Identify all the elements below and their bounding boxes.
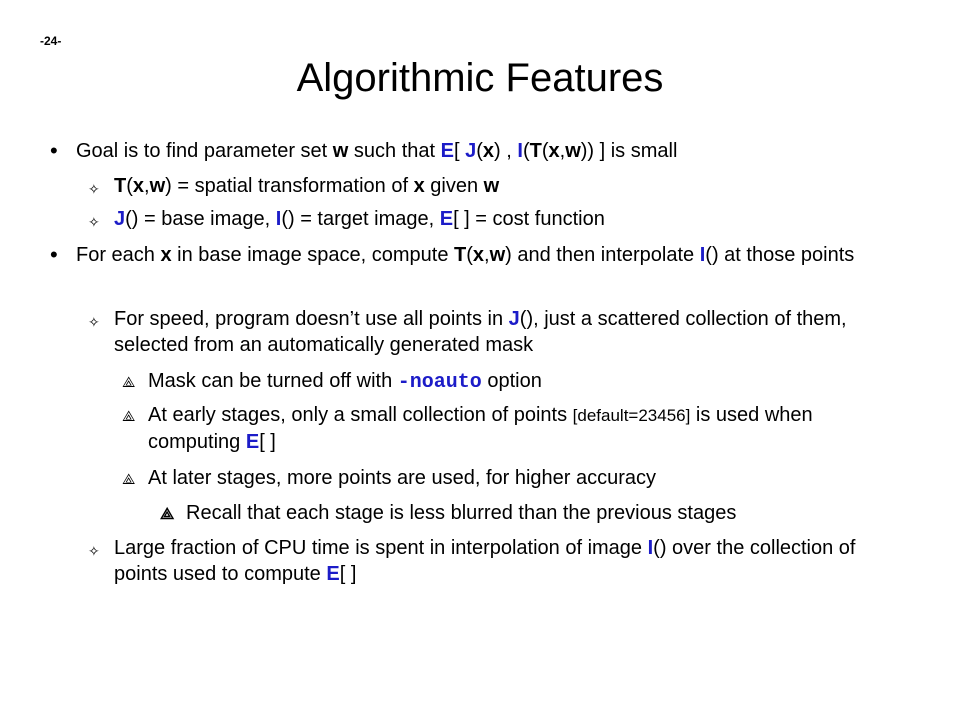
bullet-speed (88, 306, 864, 358)
bullet-for-each (50, 242, 922, 268)
bullet-cpu-time (88, 535, 914, 587)
slide-title: Algorithmic Features (296, 56, 664, 100)
bullet-mask (122, 368, 908, 396)
bullet-text: Mask can be turned off with -noauto option (148, 370, 542, 394)
angle-marker-icon: ⟁ (160, 506, 175, 523)
diamond-star-icon: ✧ (88, 314, 100, 330)
bullet-transformation (88, 173, 914, 199)
bullet-text: Goal is to find parameter set w such that E[ J(x) , I(T(x,w)) ] is small (76, 140, 678, 162)
bullet-text: Large fraction of CPU time is spent in interpolation of image I() over the collection of points used to compute E[ ] (114, 537, 856, 585)
diamond-star-icon: ✧ (88, 214, 100, 230)
bullet-marker: • (50, 242, 58, 267)
bullet-definitions (88, 206, 914, 232)
bullet-text: T(x,w) = spatial transformation of x given w (114, 175, 500, 197)
bullet-text: For each x in base image space, compute T(x,w) and then interpolate I() at those points (76, 244, 855, 266)
diamond-star-icon: ✧ (88, 543, 100, 559)
bullet-text: J() = base image, I() = target image, E[ ] = cost function (114, 208, 605, 230)
bullet-text: For speed, program doesn’t use all points in J(), just a scattered collection of them, selected from an automatically generated mask (114, 308, 847, 356)
bullet-goal (50, 138, 916, 164)
slide-number: -24- (40, 34, 62, 48)
bullet-text: At early stages, only a small collection of points [default=23456] is used when computing E[ ] (148, 404, 813, 453)
bullet-later-stages (122, 465, 908, 491)
angle-marker-icon: ⟁ (122, 408, 136, 425)
angle-marker-icon: ⟁ (122, 374, 136, 391)
bullet-text: At later stages, more points are used, for higher accuracy (148, 467, 657, 489)
diamond-star-icon: ✧ (88, 181, 100, 197)
bullet-recall (160, 500, 926, 526)
bullet-text: Recall that each stage is less blurred than the previous stages (186, 502, 737, 524)
bullet-marker: • (50, 138, 58, 163)
bullet-early-stages (122, 402, 888, 455)
angle-marker-icon: ⟁ (122, 471, 136, 488)
code-option: -noauto (397, 371, 482, 394)
